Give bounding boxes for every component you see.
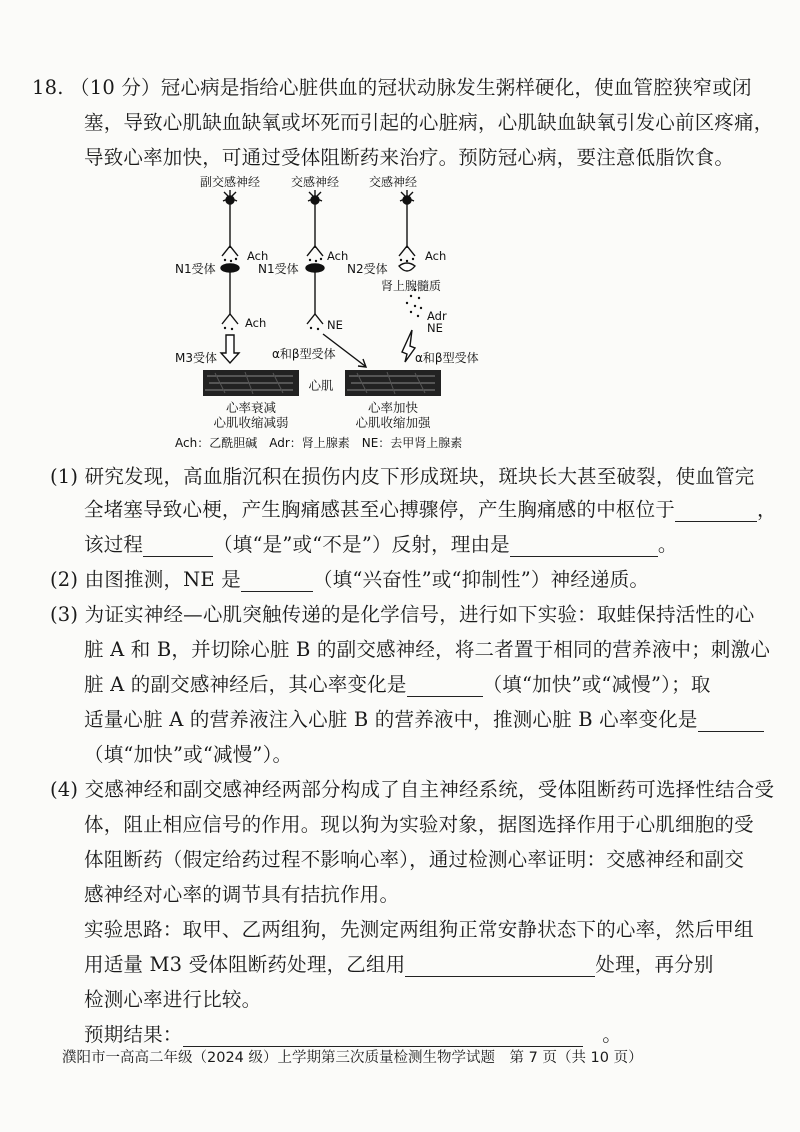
q4-line-3: 体阻断药（假定给药过程不影响心率），通过检测心率证明：交感神经和副交 bbox=[84, 848, 745, 871]
q1-blank-3[interactable] bbox=[510, 536, 658, 557]
label-adrenal-medulla: 肾上腺髓质 bbox=[381, 279, 442, 293]
q4-line-4: 感神经对心率的调节具有拮抗作用。 bbox=[84, 883, 400, 906]
q1-line-1 bbox=[50, 465, 754, 489]
q3-line-5: （填“加快”或“减慢”）。 bbox=[84, 743, 293, 766]
q4-label: (4) bbox=[50, 778, 79, 801]
label-ne-b: NE bbox=[427, 321, 443, 335]
q4-result-end: 。 bbox=[602, 1023, 622, 1046]
question-number: 18. bbox=[32, 76, 64, 99]
intro-line-1: 冠心病是指给心脏供血的冠状动脉发生粥样硬化，使血管腔狭窄或闭 bbox=[160, 76, 752, 99]
label-parasympathetic: 副交感神经 bbox=[199, 175, 261, 189]
question-points: （10 分） bbox=[70, 76, 161, 99]
neuron-sympathetic-1 bbox=[306, 190, 366, 367]
q1-text-1: 研究发现，高血脂沉积在损伤内皮下形成斑块，斑块长大甚至破裂，使血管完 bbox=[84, 465, 755, 488]
label-sympathetic-2: 交感神经 bbox=[368, 175, 418, 189]
nerve-heart-diagram bbox=[175, 170, 545, 460]
label-right-effect-2: 心肌收缩加强 bbox=[355, 415, 431, 430]
diagram-legend: Ach：乙酰胆碱 Adr：肾上腺素 NE：去甲肾上腺素 bbox=[175, 436, 463, 450]
q3-line-1 bbox=[50, 603, 754, 627]
q2-text-b: （填“兴奋性”或“抑制性”）神经递质。 bbox=[312, 568, 650, 591]
label-n2-receptor: N2受体 bbox=[347, 262, 388, 276]
q3-text-1: 为证实神经—心肌突触传递的是化学信号，进行如下实验：取蛙保持活性的心 bbox=[84, 603, 755, 626]
q4-idea-2a: 用适量 M3 受体阻断药处理，乙组用 bbox=[84, 953, 406, 976]
q4-idea-3: 检测心率进行比较。 bbox=[84, 988, 262, 1011]
label-ach-2: Ach bbox=[327, 249, 349, 263]
page-footer: 濮阳市一高高二年级（2024 级）上学期第三次质量检测生物学试题 第 7 页（共 10 页） bbox=[62, 1050, 643, 1066]
q2-blank[interactable] bbox=[241, 571, 313, 592]
q4-blank-result[interactable] bbox=[183, 1026, 583, 1047]
q4-idea-2 bbox=[84, 953, 714, 977]
q3-text-3a: 脏 A 的副交感神经后，其心率变化是 bbox=[84, 673, 407, 696]
q3-blank-1[interactable] bbox=[407, 676, 483, 697]
label-right-effect-1: 心率加快 bbox=[367, 400, 419, 415]
q1-text-2: 全堵塞导致心梗，产生胸痛感甚至心搏骤停，产生胸痛感的中枢位于 bbox=[84, 498, 676, 521]
q3-line-2: 脏 A 和 B，并切除心脏 B 的副交感神经，将二者置于相同的营养液中；刺激心 bbox=[84, 638, 771, 661]
label-ab-receptor-b: α和β型受体 bbox=[415, 351, 479, 365]
q3-label: (3) bbox=[50, 603, 79, 626]
label-left-effect-1: 心率衰减 bbox=[225, 400, 277, 415]
q4-text-1: 交感神经和副交感神经两部分构成了自主神经系统，受体阻断药可选择性结合受 bbox=[84, 778, 775, 801]
label-ne-a: NE bbox=[327, 318, 343, 332]
q3-line-4 bbox=[84, 708, 764, 732]
q2-label: (2) bbox=[50, 568, 79, 591]
q3-line-3 bbox=[84, 673, 711, 697]
myocardium-left bbox=[203, 370, 299, 396]
q1-text-3b: （填“是”或“不是”）反射，理由是 bbox=[213, 533, 510, 556]
label-left-effect-2: 心肌收缩减弱 bbox=[213, 415, 289, 430]
q2-text-a: 由图推测，NE 是 bbox=[84, 568, 241, 591]
q4-result bbox=[84, 1023, 622, 1047]
q1-blank-1[interactable] bbox=[675, 501, 757, 522]
label-adr: Adr bbox=[427, 309, 447, 323]
q4-idea-1: 实验思路：取甲、乙两组狗，先测定两组狗正常安静状态下的心率，然后甲组 bbox=[84, 918, 754, 941]
myocardium-right bbox=[345, 370, 441, 396]
label-n1-receptor-b: N1受体 bbox=[258, 262, 299, 276]
q4-line-2: 体，阻止相应信号的作用。现以狗为实验对象，据图选择作用于心肌细胞的受 bbox=[84, 813, 754, 836]
intro-line-3: 导致心率加快，可通过受体阻断药来治疗。预防冠心病，要注意低脂饮食。 bbox=[84, 146, 735, 169]
q1-blank-2[interactable] bbox=[143, 536, 213, 557]
neuron-parasympathetic bbox=[221, 190, 239, 363]
q1-text-3a: 该过程 bbox=[84, 533, 144, 556]
label-ach-4: Ach bbox=[245, 316, 267, 330]
intro-line-2: 塞，导致心肌缺血缺氧或坏死而引起的心脏病，心肌缺血缺氧引发心前区疼痛， bbox=[84, 111, 774, 134]
q1-line-3: 该过程 （填“是”或“不是”）反射，理由是 。 bbox=[84, 533, 678, 556]
label-ab-receptor-a: α和β型受体 bbox=[272, 347, 336, 361]
q4-idea-2b: 处理，再分别 bbox=[595, 953, 714, 976]
label-ach-1: Ach bbox=[247, 249, 269, 263]
q4-result-label: 预期结果： bbox=[84, 1023, 183, 1046]
q3-text-4: 适量心脏 A 的营养液注入心脏 B 的营养液中，推测心脏 B 心率变化是 bbox=[84, 708, 698, 731]
label-sympathetic-1: 交感神经 bbox=[290, 175, 340, 189]
q2-line bbox=[50, 568, 649, 592]
question-18-header bbox=[32, 76, 752, 100]
q4-blank-treatment[interactable] bbox=[405, 956, 595, 977]
q4-line-1 bbox=[50, 778, 774, 802]
label-m3-receptor: M3受体 bbox=[175, 351, 217, 365]
q1-label: (1) bbox=[50, 465, 79, 488]
q3-blank-2[interactable] bbox=[698, 711, 764, 732]
label-n1-receptor-a: N1受体 bbox=[175, 262, 216, 276]
q1-line-2: 全堵塞导致心梗，产生胸痛感甚至心搏骤停，产生胸痛感的中枢位于 ， bbox=[84, 498, 777, 521]
q3-text-3b: （填“加快”或“减慢”）；取 bbox=[482, 673, 711, 696]
label-ach-3: Ach bbox=[425, 249, 447, 263]
label-myocardium: 心肌 bbox=[308, 378, 334, 393]
neuron-sympathetic-2 bbox=[399, 190, 415, 362]
